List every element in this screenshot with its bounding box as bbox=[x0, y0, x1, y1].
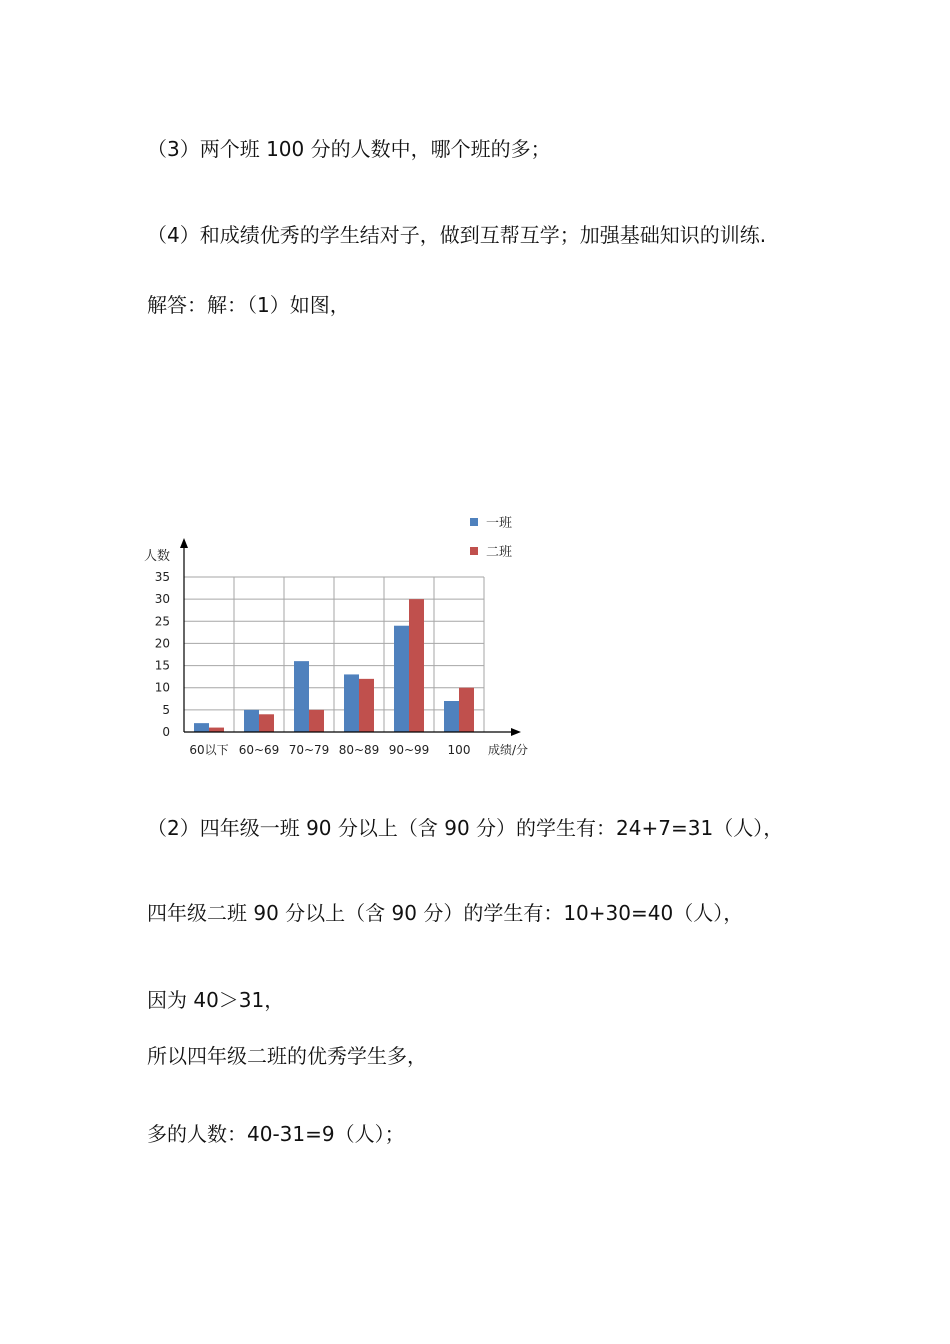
bar-1-4 bbox=[344, 674, 359, 732]
bar-1-2 bbox=[244, 710, 259, 732]
x-tick-label: 70~79 bbox=[288, 743, 330, 757]
x-tick-label: 80~89 bbox=[338, 743, 380, 757]
comparison: 因为 40＞31， bbox=[147, 988, 285, 1012]
y-tick-label: 20 bbox=[154, 636, 170, 651]
x-axis-title: 成绩/分 bbox=[488, 743, 529, 757]
bar-1-1 bbox=[194, 723, 209, 732]
bar-2-2 bbox=[259, 714, 274, 732]
bar-2-1 bbox=[209, 728, 224, 732]
y-axis-title: 人数 bbox=[144, 549, 171, 564]
y-tick-label: 30 bbox=[154, 592, 170, 607]
bar-chart bbox=[140, 505, 560, 770]
y-tick-label: 10 bbox=[154, 680, 170, 695]
conclusion: 所以四年级二班的优秀学生多， bbox=[147, 1044, 427, 1068]
x-tick-label: 60~69 bbox=[238, 743, 280, 757]
question-4: （4）和成绩优秀的学生结对子，做到互帮互学；加强基础知识的训练. bbox=[147, 223, 767, 247]
bar-2-3 bbox=[309, 710, 324, 732]
legend-swatch-2 bbox=[470, 547, 478, 555]
bar-2-4 bbox=[359, 679, 374, 732]
difference: 多的人数：40-31=9（人）； bbox=[147, 1122, 405, 1146]
x-axis-arrow bbox=[511, 728, 521, 736]
y-tick-label: 15 bbox=[154, 658, 170, 673]
y-tick-label: 25 bbox=[154, 614, 170, 629]
y-tick-label: 5 bbox=[162, 702, 170, 717]
bar-1-3 bbox=[294, 661, 309, 732]
y-axis-arrow bbox=[180, 538, 188, 548]
x-tick-label: 90~99 bbox=[388, 743, 430, 757]
legend-label-2: 二班 bbox=[486, 545, 513, 560]
bar-1-6 bbox=[444, 701, 459, 732]
x-tick-label: 100 bbox=[447, 743, 471, 757]
answer-2-class-2: 四年级二班 90 分以上（含 90 分）的学生有：10+30=40（人）， bbox=[147, 901, 744, 925]
question-3: （3）两个班 100 分的人数中，哪个班的多； bbox=[147, 137, 551, 161]
bar-2-5 bbox=[409, 599, 424, 732]
legend-label-1: 一班 bbox=[486, 516, 513, 531]
legend-swatch-1 bbox=[470, 518, 478, 526]
y-tick-label: 35 bbox=[154, 570, 170, 584]
answer-2-class-1: （2）四年级一班 90 分以上（含 90 分）的学生有：24+7=31（人）， bbox=[147, 816, 784, 840]
x-tick-label: 60以下 bbox=[189, 743, 229, 757]
y-tick-label: 0 bbox=[162, 725, 170, 739]
bar-2-6 bbox=[459, 688, 474, 732]
bar-1-5 bbox=[394, 626, 409, 732]
answer-heading: 解答：解：（1）如图， bbox=[147, 293, 350, 317]
